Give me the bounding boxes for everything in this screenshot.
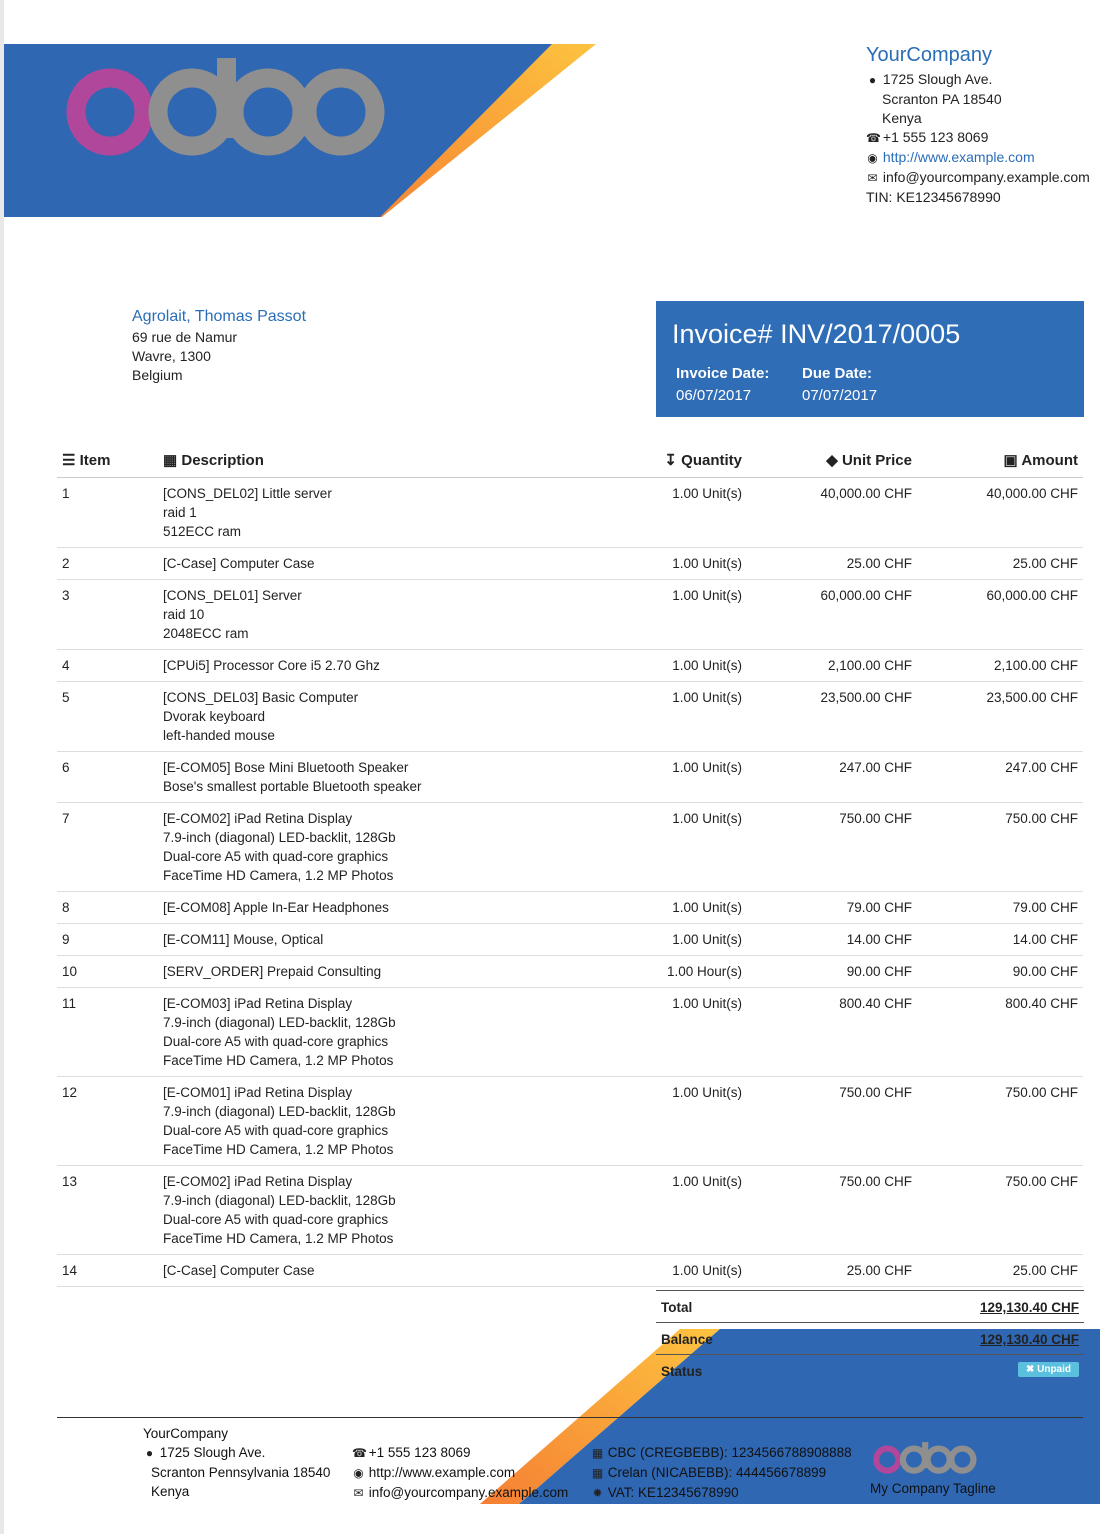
row-amount: 25.00 CHF bbox=[1012, 556, 1078, 571]
partner-street: 69 rue de Namur bbox=[132, 329, 238, 345]
footer-email: info@yourcompany.example.com bbox=[368, 1485, 569, 1500]
money-icon: ▣ bbox=[1003, 452, 1018, 469]
row-quantity: 1.00 Unit(s) bbox=[672, 690, 742, 705]
table-row bbox=[57, 924, 1083, 956]
table-row bbox=[57, 1077, 1083, 1166]
row-quantity: 1.00 Unit(s) bbox=[672, 658, 742, 673]
footer-website[interactable]: http://www.example.com bbox=[368, 1465, 516, 1480]
row-unit-price: 79.00 CHF bbox=[846, 900, 912, 915]
row-unit-price: 2,100.00 CHF bbox=[827, 658, 912, 673]
table-body bbox=[57, 478, 1083, 1287]
header-description: ▦ Description bbox=[163, 452, 264, 469]
list-icon: ☰ bbox=[62, 452, 76, 469]
row-item-number: 9 bbox=[62, 932, 70, 947]
tag-icon: ◆ bbox=[826, 452, 838, 469]
total-label: Total bbox=[661, 1300, 693, 1315]
row-description-line: [CONS_DEL01] Server bbox=[163, 588, 302, 603]
row-description-line: 7.9-inch (diagonal) LED-backlit, 128Gb bbox=[163, 1104, 396, 1119]
row-amount: 750.00 CHF bbox=[1005, 1085, 1078, 1100]
row-unit-price: 40,000.00 CHF bbox=[820, 486, 912, 501]
row-quantity: 1.00 Unit(s) bbox=[672, 1085, 742, 1100]
phone-icon: ☎ bbox=[866, 131, 881, 145]
row-quantity: 1.00 Unit(s) bbox=[672, 996, 742, 1011]
map-marker-icon: ● bbox=[145, 1446, 154, 1460]
row-description-line: [E-COM03] iPad Retina Display bbox=[163, 996, 353, 1011]
row-description bbox=[163, 1261, 583, 1280]
row-description-line: [E-COM02] iPad Retina Display bbox=[163, 1174, 353, 1189]
row-description-line: FaceTime HD Camera, 1.2 MP Photos bbox=[163, 1142, 394, 1157]
company-website-link[interactable]: http://www.example.com bbox=[882, 149, 1035, 165]
status-row bbox=[656, 1354, 1084, 1386]
row-amount: 60,000.00 CHF bbox=[986, 588, 1078, 603]
row-description-line: FaceTime HD Camera, 1.2 MP Photos bbox=[163, 868, 394, 883]
row-unit-price: 14.00 CHF bbox=[846, 932, 912, 947]
footer-contact bbox=[352, 1443, 568, 1503]
row-description-line: left-handed mouse bbox=[163, 728, 275, 743]
table-row bbox=[57, 682, 1083, 752]
row-description bbox=[163, 898, 583, 917]
row-quantity: 1.00 Unit(s) bbox=[672, 900, 742, 915]
row-description bbox=[163, 930, 583, 949]
row-item-number: 13 bbox=[62, 1174, 78, 1189]
row-item-number: 2 bbox=[62, 556, 70, 571]
row-description bbox=[163, 994, 583, 1070]
row-description-line: [CONS_DEL03] Basic Computer bbox=[163, 690, 359, 705]
row-item-number: 5 bbox=[62, 690, 70, 705]
row-amount: 90.00 CHF bbox=[1012, 964, 1078, 979]
row-description-line: Dvorak keyboard bbox=[163, 709, 266, 724]
row-description-line: Dual-core A5 with quad-core graphics bbox=[163, 1212, 389, 1227]
footer-address bbox=[143, 1424, 330, 1501]
row-description-line: 7.9-inch (diagonal) LED-backlit, 128Gb bbox=[163, 1015, 396, 1030]
row-item-number: 14 bbox=[62, 1263, 78, 1278]
row-item-number: 6 bbox=[62, 760, 70, 775]
row-description-line: Dual-core A5 with quad-core graphics bbox=[163, 849, 389, 864]
partner-country: Belgium bbox=[132, 367, 183, 383]
header-item: ☰ Item bbox=[62, 452, 111, 469]
company-tin: TIN: KE12345678990 bbox=[866, 189, 1001, 205]
row-item-number: 1 bbox=[62, 486, 70, 501]
row-quantity: 1.00 Unit(s) bbox=[672, 932, 742, 947]
header-amount: ▣ Amount bbox=[1003, 452, 1078, 469]
row-item-number: 12 bbox=[62, 1085, 78, 1100]
invoice-lines-table bbox=[57, 446, 1083, 1287]
table-header bbox=[57, 446, 1083, 478]
row-amount: 40,000.00 CHF bbox=[986, 486, 1078, 501]
company-street: 1725 Slough Ave. bbox=[882, 71, 993, 87]
globe-icon: ◉ bbox=[353, 1466, 364, 1480]
row-amount: 23,500.00 CHF bbox=[986, 690, 1078, 705]
row-quantity: 1.00 Unit(s) bbox=[672, 760, 742, 775]
row-item-number: 3 bbox=[62, 588, 70, 603]
row-quantity: 1.00 Unit(s) bbox=[672, 1174, 742, 1189]
row-unit-price: 750.00 CHF bbox=[839, 1174, 912, 1189]
footer-bank2: Crelan (NICABEBB): 444456678899 bbox=[607, 1465, 827, 1480]
row-description bbox=[163, 554, 583, 573]
th-icon: ▦ bbox=[163, 452, 178, 469]
company-country: Kenya bbox=[882, 110, 922, 126]
row-description bbox=[163, 1083, 583, 1159]
footer-company: YourCompany bbox=[143, 1426, 229, 1441]
balance-row bbox=[656, 1322, 1084, 1354]
company-email: info@yourcompany.example.com bbox=[882, 169, 1090, 185]
row-description bbox=[163, 758, 583, 796]
table-row bbox=[57, 548, 1083, 580]
table-row bbox=[57, 650, 1083, 682]
table-row bbox=[57, 580, 1083, 650]
row-description-line: [E-COM01] iPad Retina Display bbox=[163, 1085, 353, 1100]
due-date: 07/07/2017 bbox=[802, 387, 878, 404]
row-unit-price: 90.00 CHF bbox=[846, 964, 912, 979]
row-quantity: 1.00 Unit(s) bbox=[672, 588, 742, 603]
row-unit-price: 25.00 CHF bbox=[846, 1263, 912, 1278]
row-description-line: [C-Case] Computer Case bbox=[163, 556, 315, 571]
status-label: Status bbox=[661, 1364, 703, 1379]
row-description-line: 512ECC ram bbox=[163, 524, 242, 539]
company-city: Scranton PA 18540 bbox=[882, 91, 1002, 107]
table-row bbox=[57, 803, 1083, 892]
globe-icon: ◉ bbox=[867, 151, 878, 165]
row-quantity: 1.00 Unit(s) bbox=[672, 486, 742, 501]
table-row bbox=[57, 988, 1083, 1077]
partner-name: Agrolait, Thomas Passot bbox=[132, 308, 307, 325]
cog-icon: ✹ bbox=[592, 1486, 603, 1500]
footer-country: Kenya bbox=[151, 1484, 190, 1499]
close-icon: ✖ bbox=[1025, 1364, 1035, 1375]
row-item-number: 8 bbox=[62, 900, 70, 915]
footer-city: Scranton Pennsylvania 18540 bbox=[151, 1465, 331, 1480]
row-description-line: [E-COM02] iPad Retina Display bbox=[163, 811, 353, 826]
envelope-icon: ✉ bbox=[353, 1486, 364, 1500]
row-description-line: [E-COM11] Mouse, Optical bbox=[163, 932, 324, 947]
row-description-line: Bose's smallest portable Bluetooth speaker bbox=[163, 779, 422, 794]
footer-bank bbox=[591, 1443, 852, 1503]
row-description-line: FaceTime HD Camera, 1.2 MP Photos bbox=[163, 1231, 394, 1246]
row-quantity: 1.00 Unit(s) bbox=[672, 556, 742, 571]
row-amount: 25.00 CHF bbox=[1012, 1263, 1078, 1278]
partner-address bbox=[132, 306, 306, 385]
table-row bbox=[57, 1255, 1083, 1287]
row-unit-price: 750.00 CHF bbox=[839, 811, 912, 826]
map-marker-icon: ● bbox=[868, 73, 877, 87]
phone-icon: ☎ bbox=[352, 1446, 367, 1460]
row-unit-price: 247.00 CHF bbox=[839, 760, 912, 775]
row-description bbox=[163, 962, 583, 981]
row-amount: 800.40 CHF bbox=[1005, 996, 1078, 1011]
table-row bbox=[57, 752, 1083, 803]
due-date-label: Due Date: bbox=[802, 365, 873, 382]
row-quantity: 1.00 Unit(s) bbox=[672, 1263, 742, 1278]
total-row bbox=[656, 1290, 1084, 1322]
row-description-line: 7.9-inch (diagonal) LED-backlit, 128Gb bbox=[163, 830, 396, 845]
row-description bbox=[163, 688, 583, 745]
row-description bbox=[163, 809, 583, 885]
row-amount: 750.00 CHF bbox=[1005, 1174, 1078, 1189]
company-address bbox=[866, 42, 1096, 207]
table-row bbox=[57, 478, 1083, 548]
row-amount: 2,100.00 CHF bbox=[993, 658, 1078, 673]
header-unit-price: ◆ Unit Price bbox=[826, 452, 912, 469]
table-row bbox=[57, 1166, 1083, 1255]
row-description bbox=[163, 484, 583, 541]
invoice-title: Invoice# INV/2017/0005 bbox=[672, 319, 961, 349]
row-unit-price: 25.00 CHF bbox=[846, 556, 912, 571]
partner-city: Wavre, 1300 bbox=[132, 348, 211, 364]
footer-logo bbox=[873, 1440, 977, 1476]
row-quantity: 1.00 Unit(s) bbox=[672, 811, 742, 826]
row-amount: 247.00 CHF bbox=[1005, 760, 1078, 775]
bank-icon: ▦ bbox=[591, 1446, 604, 1460]
footer-street: 1725 Slough Ave. bbox=[159, 1445, 266, 1460]
row-description-line: [E-COM05] Bose Mini Bluetooth Speaker bbox=[163, 760, 409, 775]
row-description bbox=[163, 1172, 583, 1248]
envelope-icon: ✉ bbox=[867, 171, 878, 185]
page-edge bbox=[0, 0, 4, 1534]
invoice-header-box bbox=[656, 301, 1084, 417]
row-description bbox=[163, 656, 583, 675]
row-description-line: 2048ECC ram bbox=[163, 626, 249, 641]
row-description-line: Dual-core A5 with quad-core graphics bbox=[163, 1034, 389, 1049]
total-value: 129,130.40 CHF bbox=[979, 1300, 1079, 1315]
row-description-line: FaceTime HD Camera, 1.2 MP Photos bbox=[163, 1053, 394, 1068]
row-quantity: 1.00 Hour(s) bbox=[666, 964, 742, 979]
row-description-line: Dual-core A5 with quad-core graphics bbox=[163, 1123, 389, 1138]
balance-label: Balance bbox=[661, 1332, 713, 1347]
company-logo bbox=[66, 52, 386, 162]
row-description-line: [C-Case] Computer Case bbox=[163, 1263, 315, 1278]
balance-value: 129,130.40 CHF bbox=[979, 1332, 1079, 1347]
due-date-block bbox=[802, 363, 877, 407]
status-badge: ✖ Unpaid bbox=[1018, 1362, 1079, 1377]
row-unit-price: 750.00 CHF bbox=[839, 1085, 912, 1100]
company-name: YourCompany bbox=[866, 44, 993, 66]
bank-icon: ▦ bbox=[591, 1466, 604, 1480]
company-phone: +1 555 123 8069 bbox=[882, 129, 989, 145]
row-item-number: 10 bbox=[62, 964, 78, 979]
footer-vat: VAT: KE12345678990 bbox=[607, 1485, 739, 1500]
row-description bbox=[163, 586, 583, 643]
row-description-line: [E-COM08] Apple In-Ear Headphones bbox=[163, 900, 389, 915]
row-unit-price: 23,500.00 CHF bbox=[820, 690, 912, 705]
header-quantity: ↧ Quantity bbox=[664, 452, 742, 469]
row-unit-price: 800.40 CHF bbox=[839, 996, 912, 1011]
invoice-date-label: Invoice Date: bbox=[676, 365, 770, 382]
row-description-line: [CONS_DEL02] Little server bbox=[163, 486, 332, 501]
table-row bbox=[57, 892, 1083, 924]
row-description-line: [SERV_ORDER] Prepaid Consulting bbox=[163, 964, 382, 979]
row-unit-price: 60,000.00 CHF bbox=[820, 588, 912, 603]
row-description-line: [CPUi5] Processor Core i5 2.70 Ghz bbox=[163, 658, 380, 673]
footer-divider bbox=[57, 1417, 1083, 1418]
row-amount: 79.00 CHF bbox=[1012, 900, 1078, 915]
invoice-date: 06/07/2017 bbox=[676, 387, 752, 404]
footer-phone: +1 555 123 8069 bbox=[368, 1445, 471, 1460]
row-description-line: raid 1 bbox=[163, 505, 197, 520]
row-item-number: 4 bbox=[62, 658, 70, 673]
company-tagline: My Company Tagline bbox=[870, 1481, 996, 1496]
sort-amount-icon: ↧ bbox=[664, 452, 677, 469]
totals-block bbox=[656, 1290, 1084, 1386]
row-description-line: 7.9-inch (diagonal) LED-backlit, 128Gb bbox=[163, 1193, 396, 1208]
invoice-date-block bbox=[676, 363, 769, 407]
row-amount: 14.00 CHF bbox=[1012, 932, 1078, 947]
row-description-line: raid 10 bbox=[163, 607, 205, 622]
row-item-number: 11 bbox=[62, 996, 77, 1011]
table-row bbox=[57, 956, 1083, 988]
footer-bank1: CBC (CREGBEBB): 1234566788908888 bbox=[607, 1445, 852, 1460]
row-item-number: 7 bbox=[62, 811, 70, 826]
row-amount: 750.00 CHF bbox=[1005, 811, 1078, 826]
